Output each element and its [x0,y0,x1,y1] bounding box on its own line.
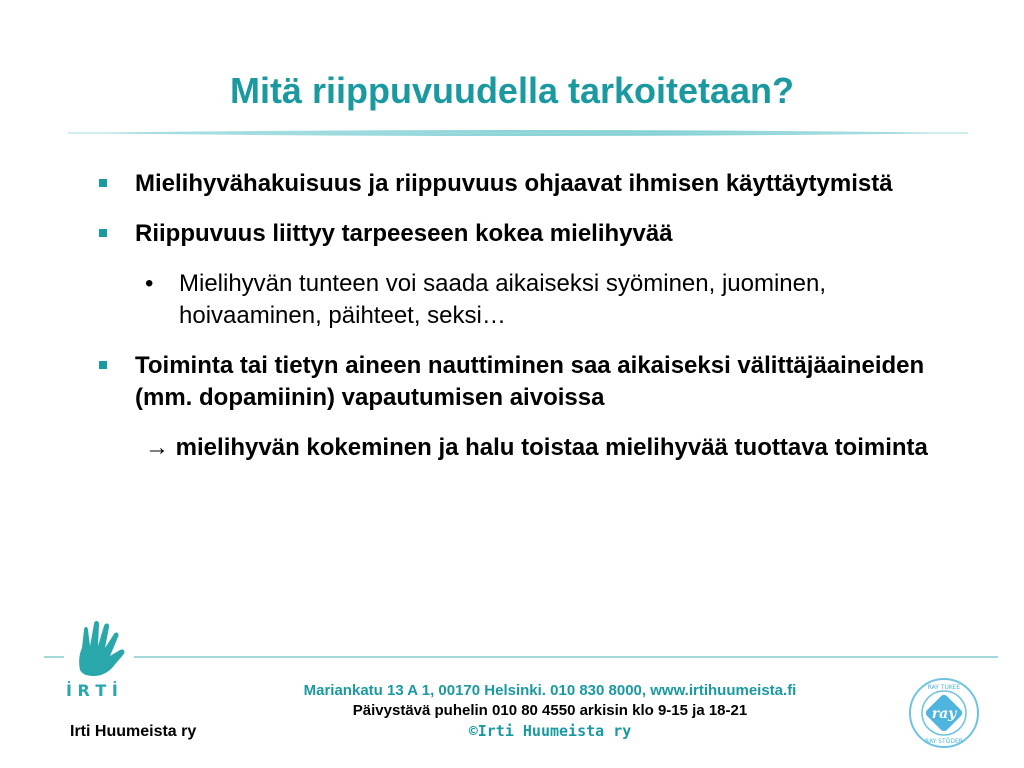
footer-phone: Päivystävä puhelin 010 80 4550 arkisin klo 9-15 ja 18-21 [352,702,748,719]
square-bullet-icon [99,179,107,187]
sub-bullet-item [95,268,975,332]
title-divider [68,126,968,140]
footer-contact [250,681,850,741]
arrow-conclusion [95,432,975,464]
footer-address: Mariankatu 13 A 1, 00170 Helsinki. 010 830 8000, www.irtihuumeista.fi [303,682,797,699]
slide-content [95,168,975,464]
square-bullet-icon [99,229,107,237]
bullet-item [95,168,975,200]
irti-hand-logo [60,620,150,700]
svg-text:ray: ray [931,706,957,722]
footer-divider [44,655,998,659]
sub-bullet-text: Mielihyvän tunteen voi saada aikaiseksi syöminen, juominen, hoivaaminen, päihteet, seksi… [179,270,827,329]
square-bullet-icon [99,361,107,369]
svg-text:RAY STÖDER: RAY STÖDER [925,738,963,745]
ray-logo [906,675,982,751]
svg-text:İ R T İ: İ R T İ [66,681,118,700]
bullet-item [95,218,975,250]
bullet-text: Toiminta tai tietyn aineen nauttiminen saa aikaiseksi välittäjäaineiden (mm. dopamiinin) vapautumisen aivoissa [135,352,925,411]
bullet-text: Mielihyvähakuisuus ja riippuvuus ohjaavat ihmisen käyttäytymistä [135,170,893,197]
dot-bullet: • [145,270,154,297]
bullet-item [95,350,975,414]
slide-title: Mitä riippuvuudella tarkoitetaan? [229,70,795,111]
org-name: Irti Huumeista ry [70,723,197,740]
bullet-text: Riippuvuus liittyy tarpeeseen kokea mielihyvää [135,220,673,247]
svg-text:RAY TUKEE: RAY TUKEE [927,684,961,691]
footer-copyright: ©Irti Huumeista ry [468,722,632,740]
arrow-conclusion-text: → mielihyvän kokeminen ja halu toistaa mielihyvää tuottava toiminta [145,434,928,461]
